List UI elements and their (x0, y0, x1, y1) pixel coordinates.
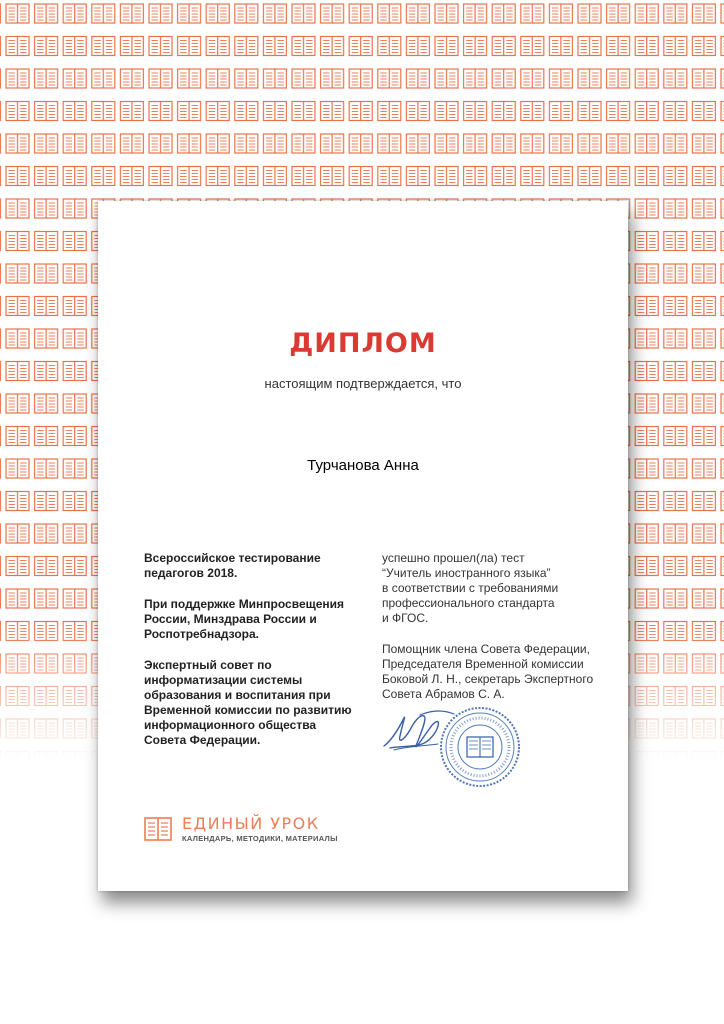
result-info (382, 551, 612, 718)
council-text: Экспертный совет по информатизации системы образования и воспитания при Временной комиссии по развитию информационного общества Совета Федерации. (144, 658, 352, 747)
event-text: Всероссийское тестирование педагогов 2018. (144, 551, 321, 580)
diploma-sheet (98, 201, 628, 891)
logo-tagline: КАЛЕНДАРЬ, МЕТОДИКИ, МАТЕРИАЛЫ (182, 834, 338, 843)
diploma-title: ДИПЛОМ (289, 328, 437, 359)
recipient-name: Турчанова Анна (307, 457, 419, 474)
signatories-text: Помощник члена Совета Федерации, Председателя Временной комиссии Боковой Л. Н., секретарь Экспертного Совета Абрамов С. А. (382, 642, 594, 701)
support-text: При поддержке Минпросвещения России, Минздрава России и Роспотребнадзора. (144, 597, 345, 641)
seal-stamp-icon (438, 705, 522, 789)
result-text: успешно прошел(ла) тест “Учитель иностранного языка” в соответствии с требованиями профессионального стандарта и ФГОС. (382, 551, 559, 625)
edinyi-urok-logo (144, 814, 384, 846)
diploma-subtitle: настоящим подтверждается, что (264, 376, 462, 391)
open-book-icon (144, 817, 172, 841)
logo-name: ЕДИНЫЙ УРОК (182, 814, 320, 833)
organizer-info (144, 551, 374, 764)
